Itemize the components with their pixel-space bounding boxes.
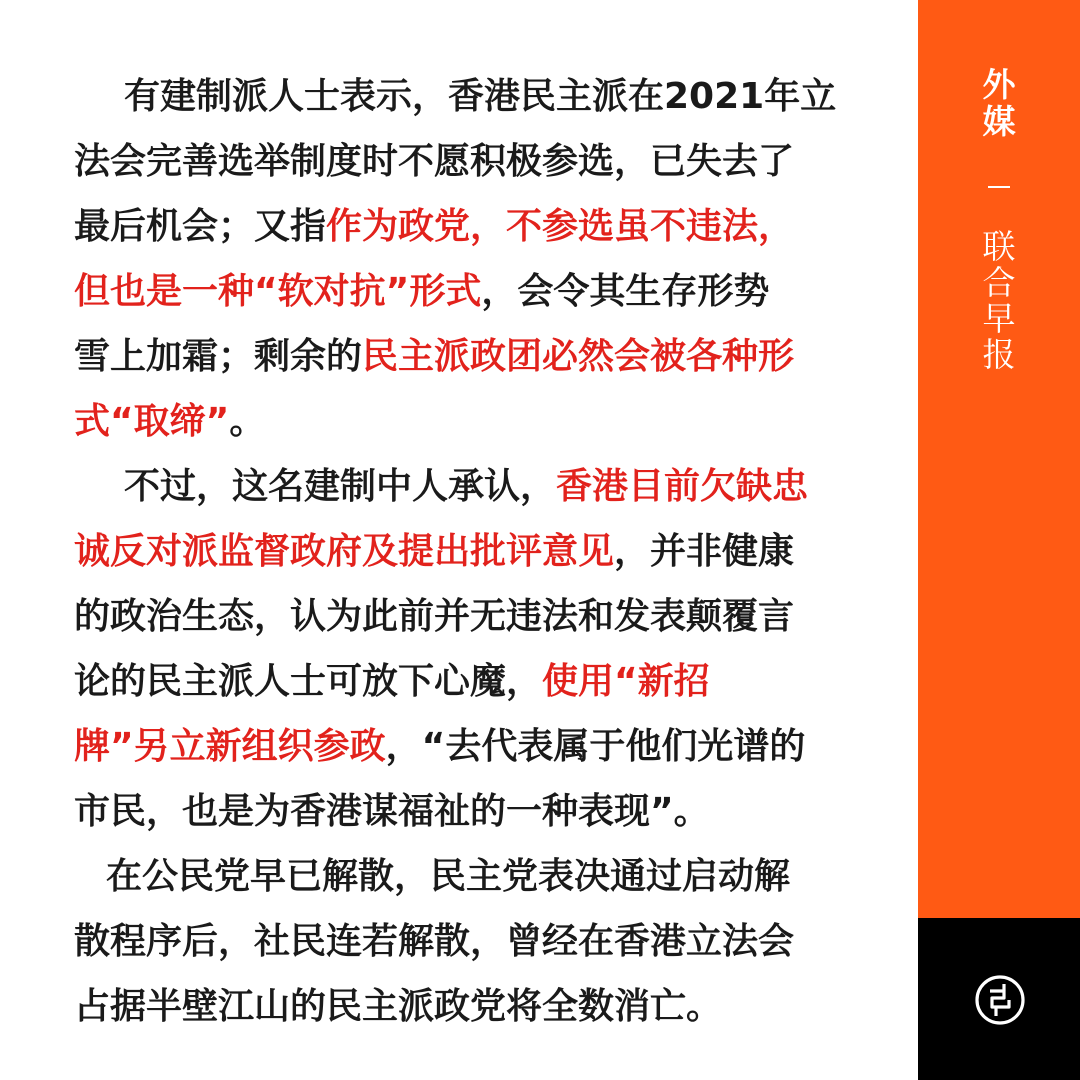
sidebar: [918, 0, 1080, 918]
paragraph-1: [74, 64, 864, 454]
text-line: 论的民主派人士可放下心魔，使用“新招: [74, 661, 710, 702]
text-line: 诚反对派监督政府及提出批评意见，并非健康: [74, 531, 795, 572]
text-line: 有建制派人士表示，香港民主派在2021年立: [124, 76, 837, 117]
text-line: 不过，这名建制中人承认，香港目前欠缺忠: [124, 466, 809, 507]
logo-box: [918, 918, 1080, 1080]
text-line: 法会完善选举制度时不愿积极参选，已失去了: [74, 141, 795, 182]
text-line: 在公民党早已解散，民主党表决通过启动解: [106, 856, 791, 897]
category-label: 外 媒: [982, 65, 1016, 141]
highlighted-text: 作为政党，不参选虽不违法，: [326, 206, 795, 247]
highlighted-text: 使用“新招: [542, 661, 710, 702]
text-line: 但也是一种“软对抗”形式，会令其生存形势: [74, 271, 770, 312]
text-line: 最后机会；又指作为政党，不参选虽不违法，: [74, 206, 795, 247]
text-line: 的政治生态，认为此前并无违法和发表颠覆言: [74, 596, 795, 637]
text-line: 牌”另立新组织参政，“去代表属于他们光谱的: [74, 726, 806, 767]
paragraph-3: [74, 844, 864, 1039]
highlighted-text: 牌”另立新组织参政: [74, 726, 386, 767]
divider: [988, 186, 1010, 188]
publication-logo-icon: [974, 974, 1026, 1026]
text-line: 雪上加霜；剩余的民主派政团必然会被各种形: [74, 336, 795, 377]
paragraph-2: [74, 454, 864, 844]
highlighted-text: 但也是一种“软对抗”形式: [74, 271, 482, 312]
source-label: 联 合 早 报: [982, 227, 1016, 374]
highlighted-text: 诚反对派监督政府及提出批评意见: [74, 531, 615, 572]
article-body: [74, 64, 864, 1039]
highlighted-text: 式“取缔”: [74, 401, 230, 442]
text-line: 占据半壁江山的民主派政党将全数消亡。: [74, 986, 723, 1027]
highlighted-text: 香港目前欠缺忠: [556, 466, 809, 507]
highlighted-text: 民主派政团必然会被各种形: [362, 336, 795, 377]
text-line: 市民，也是为香港谋福祉的一种表现”。: [74, 791, 710, 832]
text-line: 散程序后，社民连若解散，曾经在香港立法会: [74, 921, 795, 962]
text-line: 式“取缔”。: [74, 401, 266, 442]
